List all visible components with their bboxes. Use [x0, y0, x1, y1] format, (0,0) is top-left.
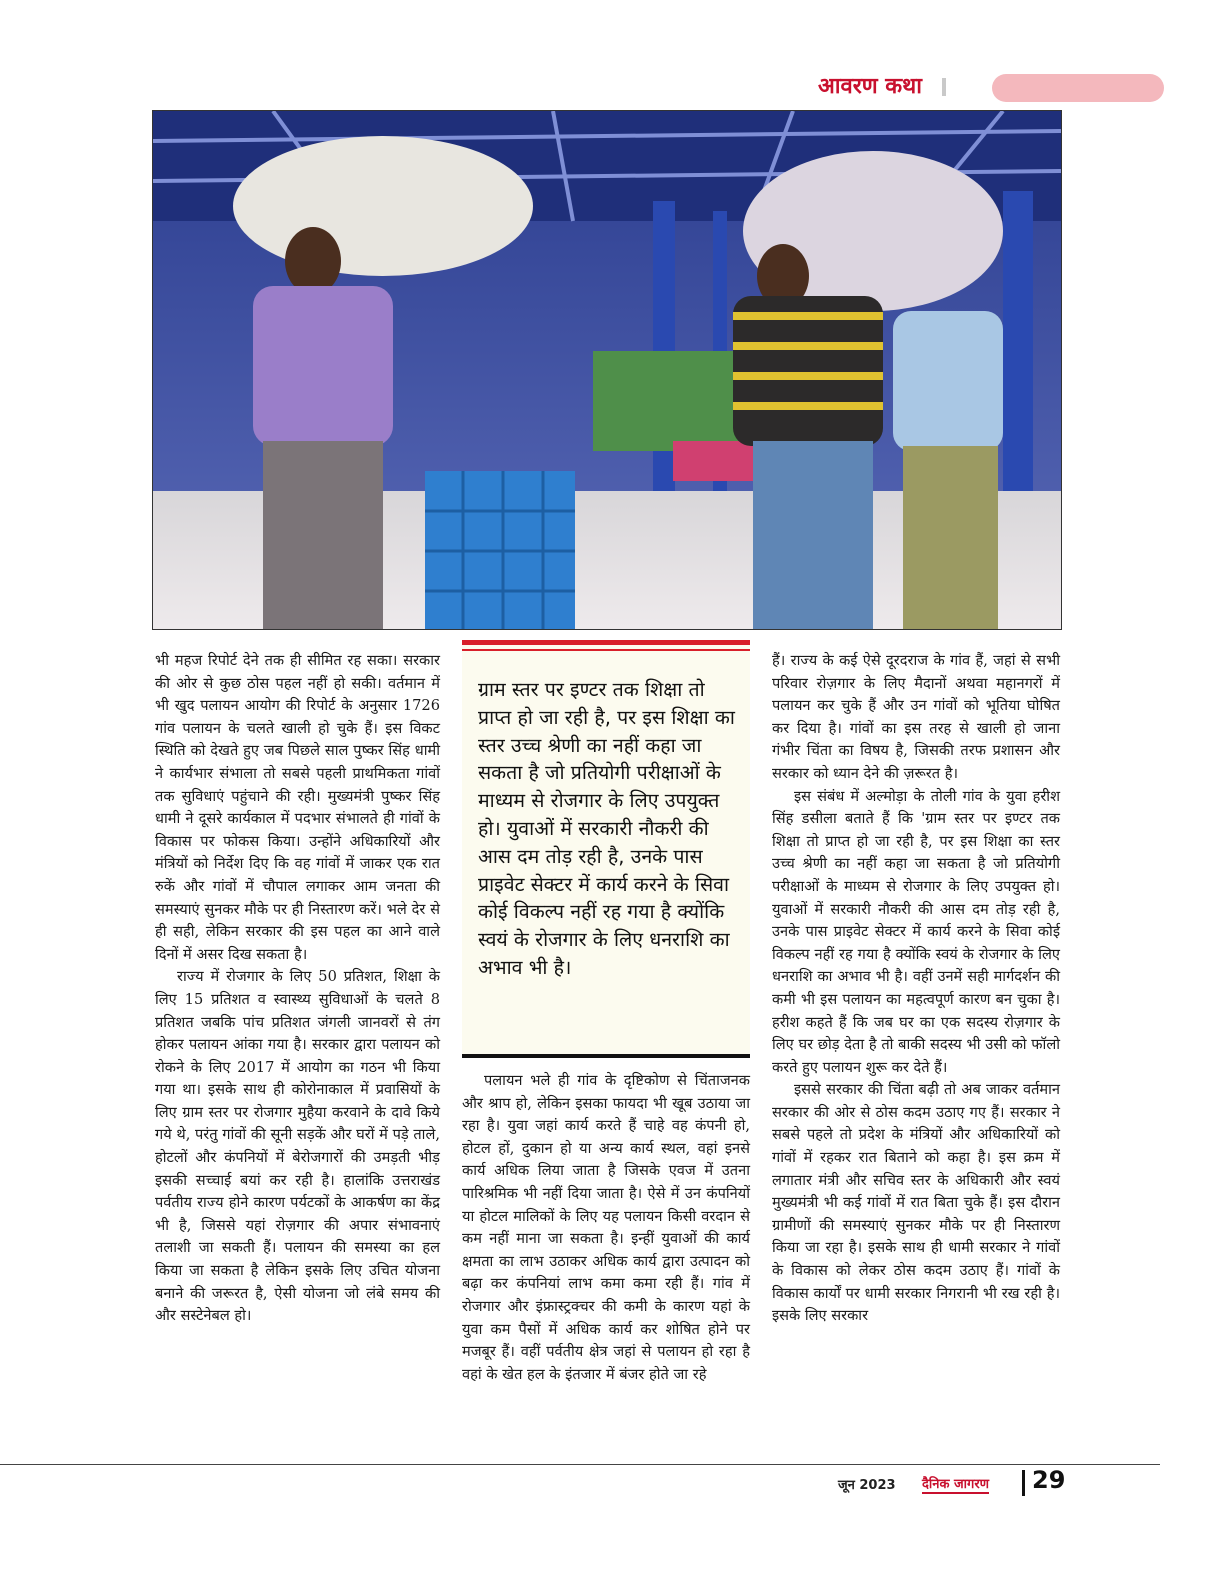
pullquote-bottom-rule	[462, 1054, 750, 1058]
footer-separator	[1022, 1470, 1025, 1496]
pullquote-text: ग्राम स्तर पर इण्टर तक शिक्षा तो प्राप्त हो जा रही है, पर इस शिक्षा का स्तर उच्च श्रेणी का नहीं कहा जा सकता है जो प्रतियोगी परीक्षाओं के माध्यम से रोजगार के लिए उपयुक्त हो। युवाओं में सरकारी नौकरी की आस दम तोड़ रही है, उनके पास प्राइवेट सेक्टर में कार्य करने के सिवा कोई विकल्प नहीं रह गया है क्योंकि स्वयं के रोजगार के लिए धनराशि का अभाव भी है।	[478, 678, 735, 979]
article-paragraph: राज्य में रोजगार के लिए 50 प्रतिशत, शिक्षा के लिए 15 प्रतिशत व स्वास्थ्य सुविधाओं के चलते 8 प्रतिशत जबकि पांच प्रतिशत जंगली जानवरों से तंग होकर पलायन आंका गया है। सरकार द्वारा पलायन को रोकने के लिए 2017 में आयोग का गठन भी किया गया था। इसके साथ ही कोरोनाकाल में प्रवासियों के लिए ग्राम स्तर पर रोजगार मुहैया करवाने के दावे किये गये थे, परंतु गांवों की सूनी सड़कें और घरों में पड़े ताले, होटलों और कंपनियों में बेरोजगारों की उमड़ती भीड़ इसकी सच्चाई बयां कर रही है। हालांकि उत्तराखंड पर्वतीय राज्य होने कारण पर्यटकों के आकर्षण का केंद्र भी है, जिससे यहां रोज़गार की अपार संभावनाएं तलाशी जा सकती हैं। पलायन की समस्या का हल किया जा सकता है लेकिन इसके लिए उचित योजना बनाने की जरूरत है, ऐसी योजना जो लंबे समय की और सस्टेनेबल हो।	[155, 968, 440, 1325]
page-number: 29	[1032, 1466, 1066, 1494]
article-column-3	[772, 650, 1060, 1328]
article-column-2	[462, 1070, 750, 1386]
article-column-1	[155, 650, 440, 1328]
header-pill-decoration	[992, 74, 1164, 102]
article-paragraph: हैं। राज्य के कई ऐसे दूरदराज के गांव हैं, जहां से सभी परिवार रोज़गार के लिए मैदानों अथवा महानगरों में पलायन कर चुके हैं और उन गांवों को भूतिया घोषित कर दिया है। गांवों का इस तरह से खाली हो जाना गंभीर चिंता का विषय है, जिसकी तरफ प्रशासन और सरकार को ध्यान देने की ज़रूरत है।	[772, 652, 1060, 782]
cover-photo	[152, 110, 1062, 630]
article-paragraph: भी महज रिपोर्ट देने तक ही सीमित रह सका। सरकार की ओर से कुछ ठोस पहल नहीं हो सकी। वर्तमान में भी खुद पलायन आयोग की रिपोर्ट के अनुसार 1726 गांव पलायन के चलते खाली हो चुके हैं। इस विकट स्थिति को देखते हुए जब पिछले साल पुष्कर सिंह धामी ने कार्यभार संभाला तो सबसे पहली प्राथमिकता गांवों तक सुविधाएं पहुंचाने की रही। मुख्यमंत्री पुष्कर सिंह धामी ने दूसरे कार्यकाल में पदभार संभालते ही गांवों के विकास पर फोकस किया। उन्होंने अधिकारियों और मंत्रियों को निर्देश दिए कि वह गांवों में जाकर एक रात रुकें और गांवों में चौपाल लगाकर आम जनता की समस्याएं सुनकर मौके पर ही निस्तारण करें। भले देर से ही सही, लेकिन सरकार की इस पहल का आने वाले दिनों में असर दिख सकता है।	[155, 652, 440, 963]
article-paragraph: पलायन भले ही गांव के दृष्टिकोण से चिंताजनक और श्राप हो, लेकिन इसका फायदा भी खूब उठाया जा रहा है। युवा जहां कार्य करते हैं चाहे वह कंपनी हो, होटल हों, दुकान हो या अन्य कार्य स्थल, वहां इनसे कार्य अधिक लिया जाता है जिसके एवज में उतना पारिश्रमिक भी नहीं दिया जाता है। ऐसे में उन कंपनियों या होटल मालिकों के लिए यह पलायन किसी वरदान से कम नहीं माना जा सकता है। इन्हीं युवाओं की कार्य क्षमता का लाभ उठाकर अधिक कार्य द्वारा उत्पादन को बढ़ा कर कंपनियां लाभ कमा कमा रही हैं। गांव में रोजगार और इंफ्रास्ट्रक्चर की कमी के कारण यहां के युवा कम पैसों में अधिक कार्य कर शोषित होने पर मजबूर हैं। वहीं पर्वतीय क्षेत्र जहां से पलायन हो रहा है वहां के खेत हल के इंतजार में बंजर होते जा रहे	[462, 1072, 750, 1383]
article-paragraph: इस संबंध में अल्मोड़ा के तोली गांव के युवा हरीश सिंह डसीला बताते हैं कि 'ग्राम स्तर पर इण्टर तक शिक्षा तो प्राप्त हो जा रही है, पर इस शिक्षा का स्तर उच्च श्रेणी का नहीं कहा जा सकता है जो प्रतियोगी परीक्षाओं के माध्यम से रोजगार के लिए उपयुक्त हो। युवाओं में सरकारी नौकरी की आस दम तोड़ रही है, उनके पास प्राइवेट सेक्टर में कार्य करने के सिवा कोई विकल्प नहीं रह गया है क्योंकि स्वयं के रोजगार के लिए धनराशि का अभाव भी है। वहीं उनमें सही मार्गदर्शन की कमी भी इस पलायन का महत्वपूर्ण कारण बन चुका है। हरीश कहते हैं कि जब घर का एक सदस्य रोज़गार के लिए घर छोड़ देता है तो बाकी सदस्य भी उसी को फॉलो करते हुए पलायन शुरू कर देते हैं।	[772, 787, 1060, 1076]
issue-date: जून 2023	[838, 1478, 896, 1493]
pullquote-top-rule	[462, 640, 750, 645]
magazine-name: दैनिक जागरण	[922, 1474, 989, 1494]
article-paragraph: इससे सरकार की चिंता बढ़ी तो अब जाकर वर्तमान सरकार की ओर से ठोस कदम उठाए गए हैं। सरकार ने सबसे पहले तो प्रदेश के मंत्रियों और अधिकारियों को गांवों में रहकर रात बिताने को कहा है। इस क्रम में लगातार मंत्री और सचिव स्तर के अधिकारी और स्वयं मुख्यमंत्री भी कई गांवों में रात बिता चुके हैं। इस दौरान ग्रामीणों की समस्याएं सुनकर मौके पर ही निस्तारण किया जा रहा है। इसके साथ ही धामी सरकार ने गांवों के विकास को लेकर ठोस कदम उठाए हैं। गांवों के विकास कार्यों पर धामी सरकार निगरानी भी रख रही है। इसके लिए सरकार	[772, 1081, 1060, 1325]
section-title: आवरण कथा	[818, 74, 922, 99]
footer-rule	[0, 1464, 1160, 1465]
pullquote-top-rule-thin	[462, 649, 750, 651]
header-divider	[942, 78, 946, 96]
